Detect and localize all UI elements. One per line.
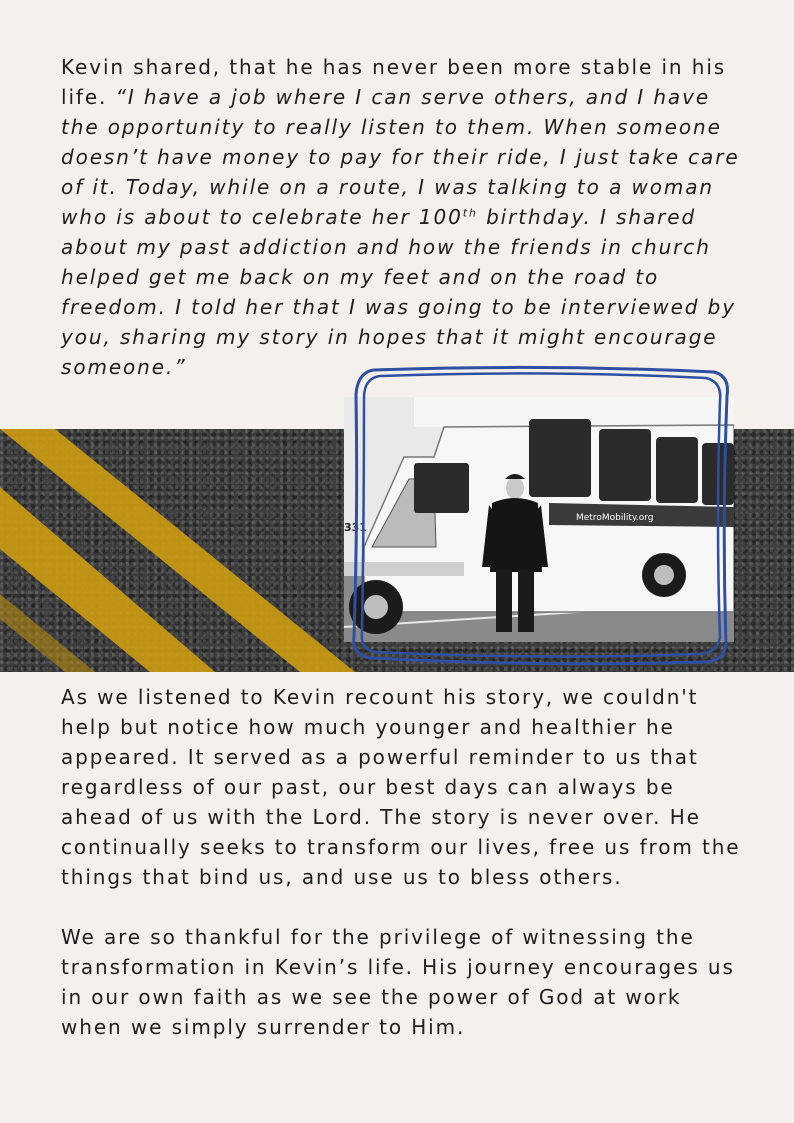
- ordinal-suffix: th: [462, 206, 478, 220]
- kevin-quote: [61, 85, 740, 379]
- paragraph-closing: We are so thankful for the privilege of witnessing the transformation in Kevin’s life. His journey encourages us in our own faith as we see the power of God at work when we simply surrender to Him.: [61, 925, 735, 1039]
- bus-number-label: 331: [344, 521, 367, 534]
- hand-drawn-frame: [344, 362, 736, 674]
- paragraph-kevin-quote: [61, 52, 741, 382]
- quote-part-2: birthday. I shared about my past addiction and how the friends in church helped get me back on my feet and on the road to freedom. I told her that I was going to be interviewed by you, sharing my story in hopes that it might encourage someone.”: [61, 205, 736, 379]
- quote-part-1: “I have a job where I can serve others, and I have the opportunity to really listen to them. When someone doesn’t have money to pay for their ride, I just take care of it. Today, while on a route, I was talking to a woman who is about to celebrate her 100: [61, 85, 740, 229]
- lead-text: Kevin shared, that he has never been more stable in his life.: [61, 55, 727, 109]
- paragraph-reflection: As we listened to Kevin recount his story, we couldn't help but notice how much younger and healthier he appeared. It served as a powerful reminder to us that regardless of our past, our best days can always be ahead of us with the Lord. The story is never over. He continually seeks to transform our lives, free us from the things that bind us, and use us to bless others.: [61, 685, 741, 889]
- bus-website-label: MetroMobility.org: [576, 513, 654, 523]
